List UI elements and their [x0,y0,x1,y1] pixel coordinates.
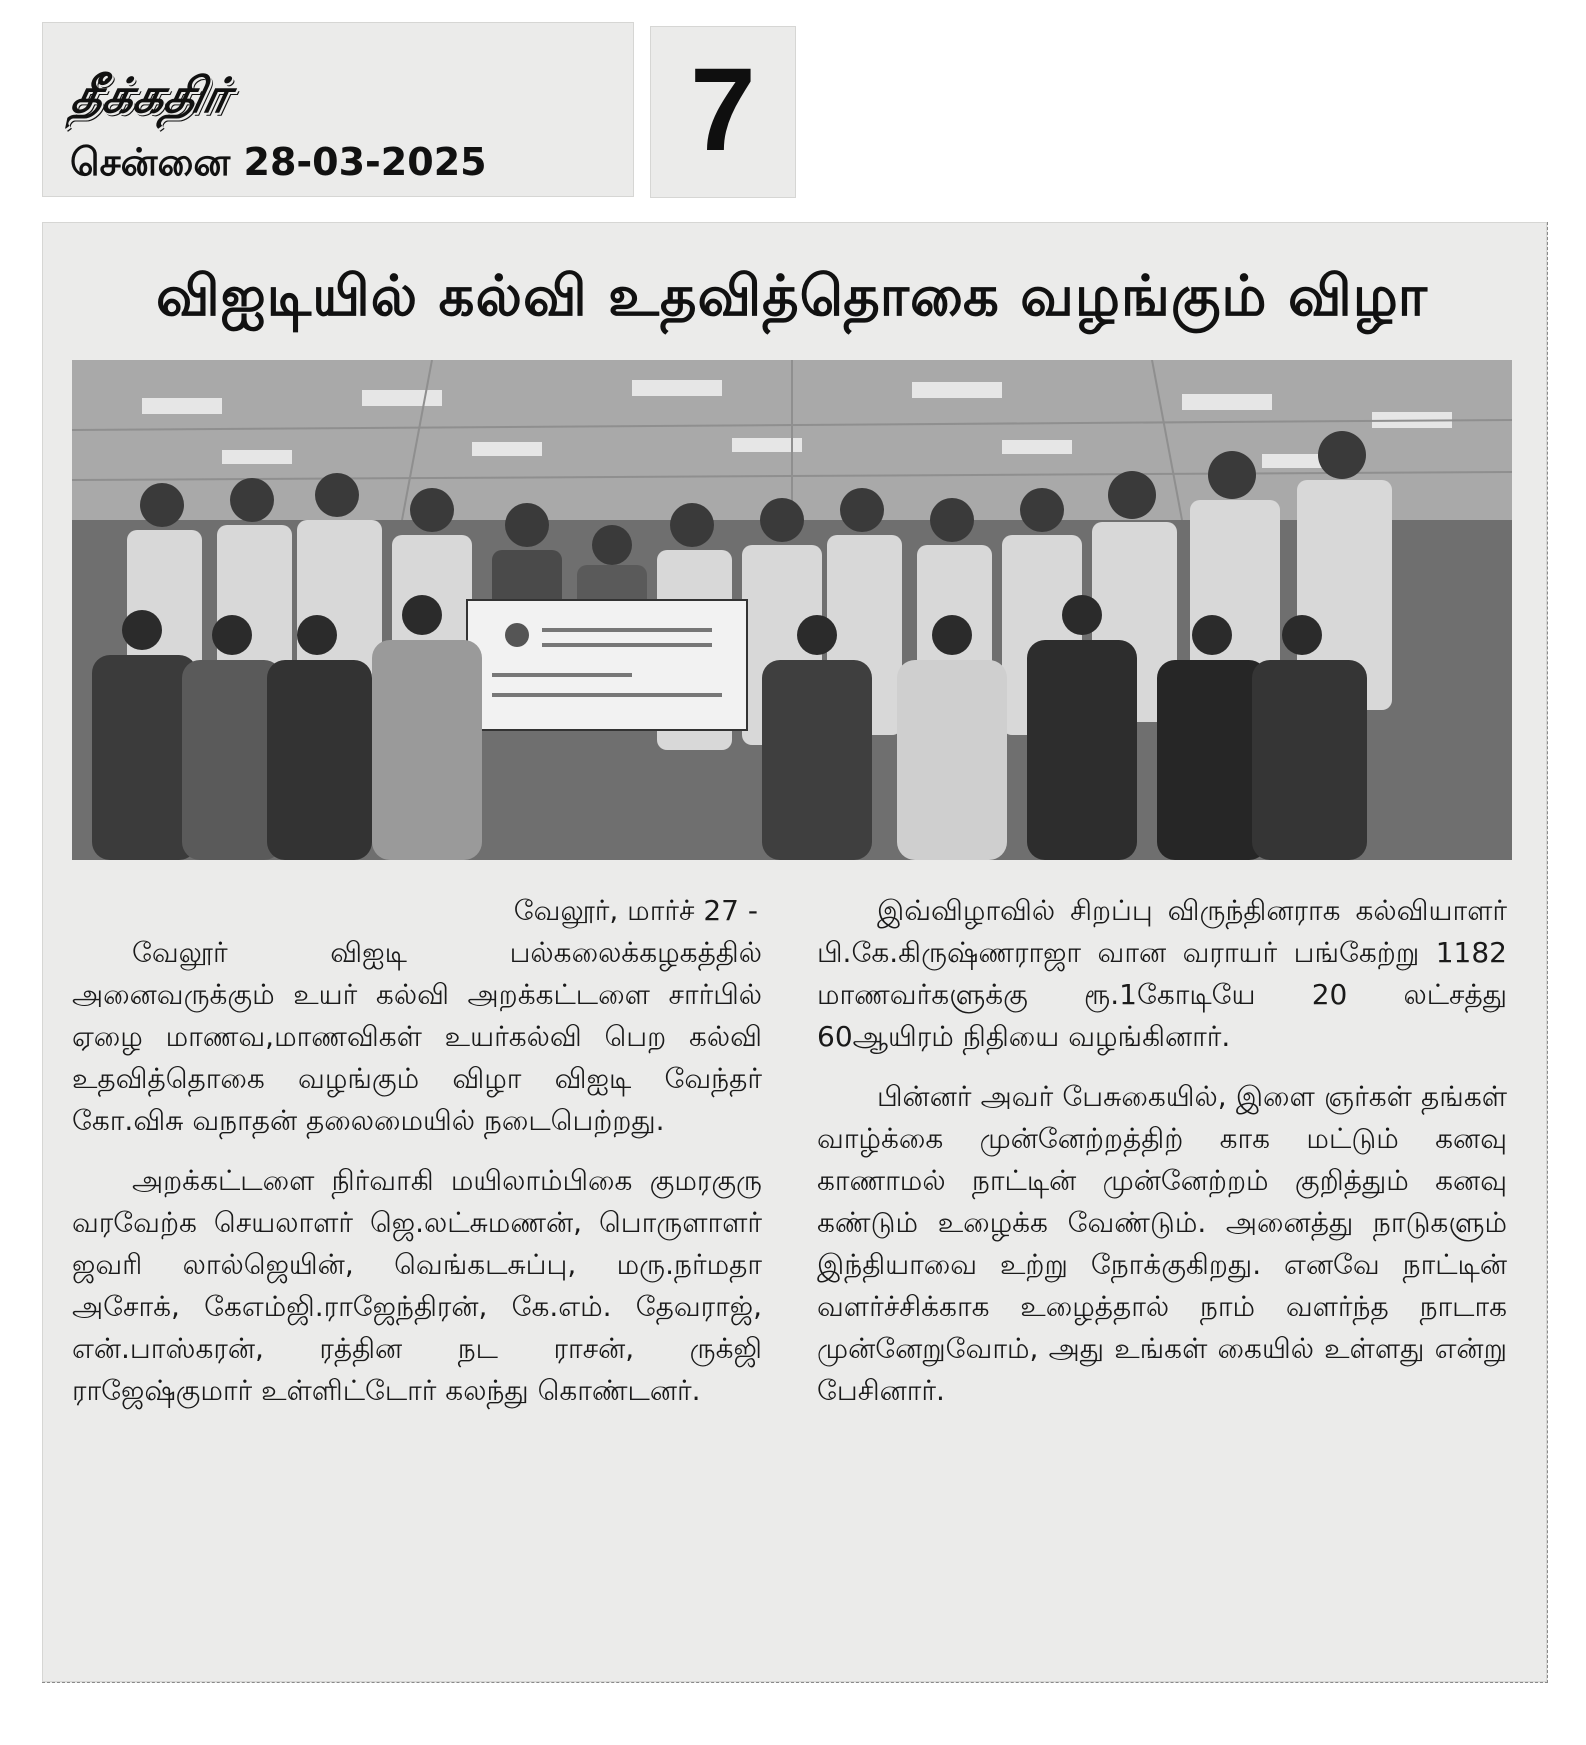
newspaper-logo: தீக்கதிர் [66,68,236,124]
article-headline: விஐடியில் கல்வி உதவித்தொகை வழங்கும் விழா [155,264,1429,329]
edition-dateline: சென்னை 28-03-2025 [70,140,487,184]
page-number: 7 [690,44,756,176]
article-paragraph: இவ்விழாவில் சிறப்பு விருந்தினராக கல்வியாளர் பி.கே.கிருஷ்ணராஜா வான வராயர் பங்கேற்று 1182 மாணவர்களுக்கு ரூ.1கோடியே 20 லட்சத்து 60ஆயிரம் நிதியை வழங்கினார். [817,894,1507,1053]
article-paragraph: பின்னர் அவர் பேசுகையில், இளை ஞர்கள் தங்கள் வாழ்க்கை முன்னேற்றத்திற் காக மட்டும் கனவு காணாமல் நாட்டின் முன்னேற்றம் குறித்தும் கனவு கண்டும் உழைக்க வேண்டும். அனைத்து நாடுகளும் இந்தியாவை உற்று நோக்குகிறது. எனவே நாட்டின் வளர்ச்சிக்காக உழைத்தால் நாம் வளர்ந்த நாடாக முன்னேறுவோம், அது உங்கள் கையில் உள்ளது என்று பேசினார். [817,1080,1507,1407]
article-column-left [72,890,762,1412]
article-paragraph: அறக்கட்டளை நிர்வாகி மயிலாம்பிகை குமரகுரு வரவேற்க செயலாளர் ஜெ.லட்சுமணன், பொருளாளர் ஜவரி லால்ஜெயின், வெங்கடசுப்பு, மரு.நர்மதா அசோக், கேஎம்ஜி.ராஜேந்திரன், கே.எம். தேவராஜ், என்.பாஸ்கரன், ரத்தின நட ராசன், ருக்ஜி ராஜேஷ்குமார் உள்ளிட்டோர் கலந்து கொண்டனர். [72,1164,762,1407]
article-dateline: வேலூர், மார்ச் 27 - [513,894,758,927]
article-paragraph: வேலூர் விஐடி பல்கலைக்கழகத்தில் அனைவருக்கும் உயர் கல்வி அறக்கட்டளை சார்பில் ஏழை மாணவ,மாணவிகள் உயர்கல்வி பெற கல்வி உதவித்தொகை வழங்கும் விழா விஐடி வேந்தர் கோ.விசு வநாதன் தலைமையில் நடைபெற்றது. [72,936,762,1137]
page-number-clipping [650,26,796,198]
article-column-right [817,890,1507,1412]
article-clipping [42,222,1548,1683]
group-photo-illustration [72,360,1512,860]
masthead-clipping [42,22,634,197]
group-photo [72,360,1512,860]
